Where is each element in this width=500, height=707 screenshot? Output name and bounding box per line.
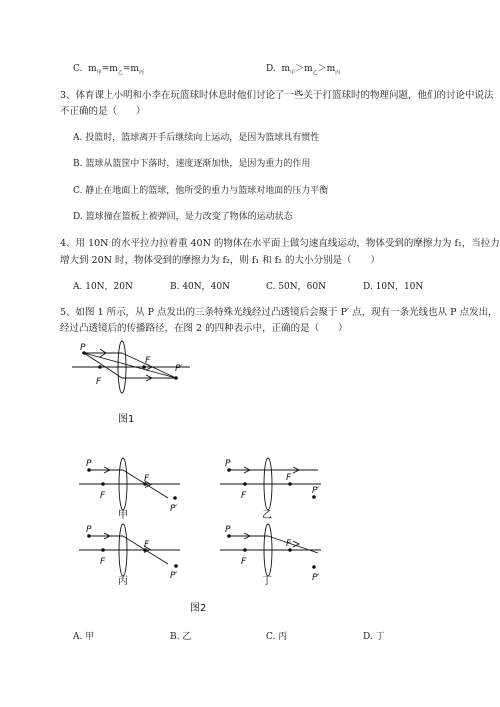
subscript: 丙	[335, 69, 341, 76]
focal-point-left	[101, 548, 105, 552]
subscript: 乙	[312, 69, 318, 76]
q4-option-c: C. 50N，60N	[266, 282, 326, 292]
label-f-right: F	[145, 356, 151, 366]
label-f-left: F	[241, 491, 247, 501]
label-p-prime: P′	[170, 571, 178, 581]
q4-option-d: D. 10N，10N	[363, 282, 424, 292]
q4-stem-line1: 4、用 10N 的水平拉力拉着重 40N 的物体在水平面上做匀速直线运动，物体受到的摩擦力为 f₁，当拉力	[60, 238, 500, 249]
q4-stem-line2: 增大到 20N 时，物体受到的摩擦力为 f₂，则 f₁ 和 f₂ 的大小分别是（ ）	[60, 255, 381, 266]
option-text: ＞m	[317, 64, 336, 74]
q4-option-a: A. 10N，20N	[73, 282, 133, 292]
label-f-left: F	[241, 557, 247, 567]
figure-2-caption: 图2	[190, 603, 207, 614]
label-f-left: F	[100, 557, 106, 567]
subscript: 甲	[96, 69, 102, 76]
subscript: 乙	[117, 69, 123, 76]
ray-focal	[84, 353, 122, 378]
option-text: m	[281, 64, 291, 74]
point-p-prime	[174, 376, 178, 380]
focal-point-left	[243, 482, 247, 486]
q5-option-a: A. 甲	[73, 632, 95, 642]
arrow-1	[100, 349, 106, 357]
point-p-prime	[312, 565, 316, 569]
q5-option-b: B. 乙	[170, 632, 192, 642]
q3-option-b: B. 篮球从篮筐中下落时，速度逐渐加快，是因为重力的作用	[73, 159, 311, 169]
label-p: P	[225, 459, 231, 469]
figure-1	[72, 341, 190, 393]
label-p-prime: P′	[312, 573, 320, 583]
figure-1-caption: 图1	[118, 414, 135, 425]
label-f-left: F	[96, 377, 102, 387]
q3-stem-line2: 不正确的是（ ）	[60, 106, 146, 117]
panel-jia	[79, 458, 180, 510]
option-text: m	[88, 64, 97, 74]
point-p-prime	[174, 564, 178, 568]
q5-stem-line2: 经过凸透镜后的传播路径，在图 2 的四种表示中，正确的是（ ）	[60, 323, 348, 334]
q5-stem-line1: 5、如图 1 所示，从 P 点发出的三条特殊光线经过凸透镜后会聚于 P′ 点，现有一条光线也从 P 点发出，	[60, 307, 498, 318]
panel-name: 丙	[118, 576, 128, 587]
focal-point-left	[98, 365, 102, 369]
panel-name: 甲	[118, 510, 128, 521]
point-p-prime	[173, 496, 177, 500]
label-p-prime: P′	[175, 364, 183, 374]
label-f-right: F	[286, 473, 292, 483]
panel-name: 丁	[262, 576, 272, 587]
q3-option-c: C. 静止在地面上的篮球，他所受的重力与篮球对地面的压力平衡	[73, 186, 329, 196]
option-letter: C.	[73, 64, 83, 74]
subscript: 甲	[290, 69, 296, 76]
q4-option-b: B. 40N，40N	[170, 282, 230, 292]
label-f-left: F	[100, 491, 106, 501]
label-f-right: F	[286, 539, 292, 549]
q3-option-d: D. 篮球撞在篮板上被弹回，是力改变了物体的运动状态	[73, 212, 293, 222]
label-p-prime: P′	[312, 486, 320, 496]
panel-ding	[220, 524, 321, 576]
label-f-right: F	[144, 540, 150, 550]
option-letter: D.	[266, 64, 276, 74]
label-p: P	[86, 459, 92, 469]
q5-option-d: D. 丁	[363, 632, 385, 642]
subscript: 丙	[138, 69, 144, 76]
panel-yi	[220, 458, 321, 510]
option-text: =m	[101, 64, 118, 74]
label-f-right: F	[144, 474, 150, 484]
panel-name: 乙	[262, 510, 272, 521]
option-text: ＞m	[295, 64, 313, 74]
q5-option-c: C. 丙	[266, 632, 288, 642]
label-p: P	[80, 343, 86, 353]
focal-point-left	[243, 548, 247, 552]
option-text: =m	[122, 64, 139, 74]
focal-point-left	[101, 482, 105, 486]
label-p: P	[86, 525, 92, 535]
q3-stem-line1: 3、体育课上小明和小李在玩篮球时休息时他们讨论了一些关于打篮球时的物理问题，他们的讨论中说法	[60, 90, 494, 101]
q3-option-a: A. 投篮时，篮球离开手后继续向上运动，是因为篮球具有惯性	[73, 133, 320, 143]
panel-bing	[79, 524, 180, 576]
label-p-prime: P′	[170, 504, 178, 514]
label-p: P	[225, 525, 231, 535]
